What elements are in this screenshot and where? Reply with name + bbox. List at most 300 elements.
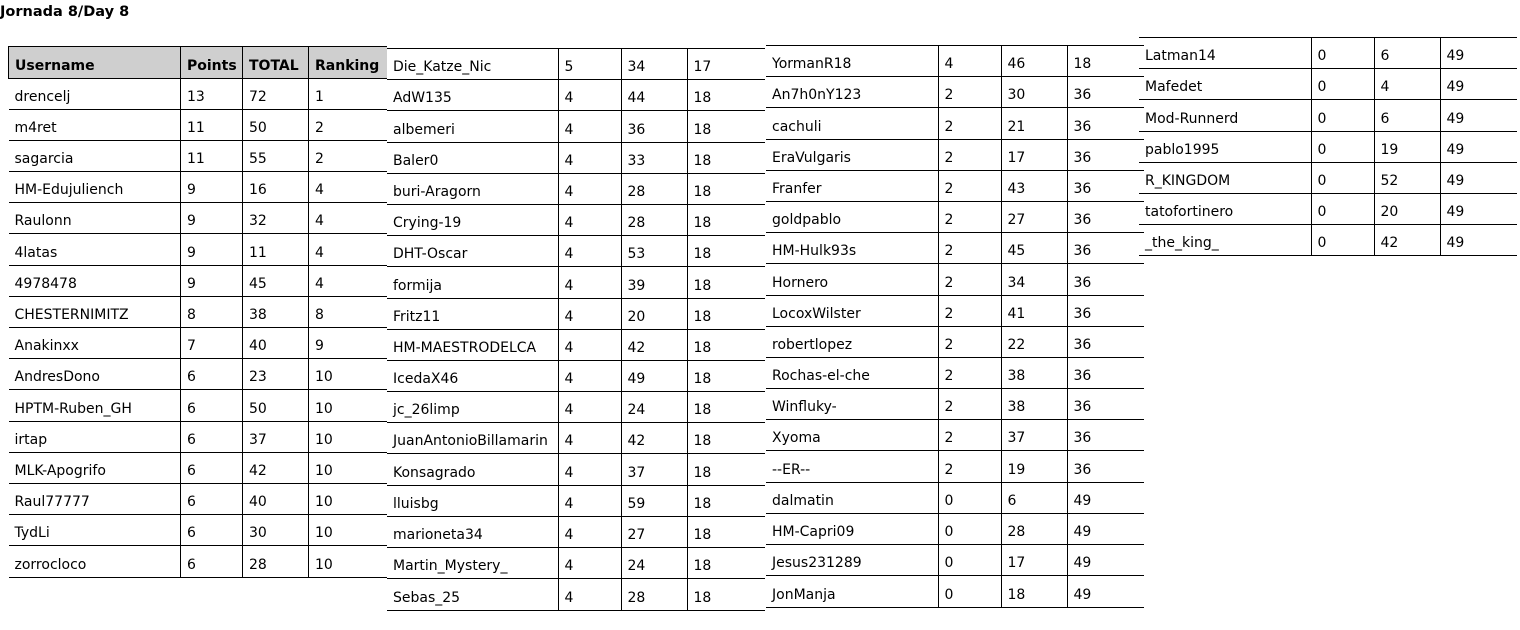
ranking-cell: 36 [1067,170,1144,201]
table-row [766,233,1144,264]
total-cell: 52 [1374,162,1440,193]
username-cell: Mod-Runnerd [1139,100,1311,131]
table-row [387,267,765,298]
table-row [766,420,1144,451]
points-cell: 2 [938,420,1001,451]
ranking-cell: 10 [309,452,387,483]
table-row [1139,162,1517,193]
total-cell: 45 [1001,233,1067,264]
total-cell: 27 [621,516,687,547]
total-cell: 24 [621,392,687,423]
table-row [9,265,387,296]
ranking-cell: 36 [1067,389,1144,420]
table-row [387,360,765,391]
username-cell: 4978478 [9,265,181,296]
username-cell: buri-Aragorn [387,173,558,204]
total-cell: 23 [243,359,309,390]
ranking-cell: 4 [309,203,387,234]
total-cell: 32 [243,203,309,234]
table-row [387,142,765,173]
points-cell: 4 [558,80,621,111]
ranking-table-part-2 [387,48,765,611]
username-cell: goldpablo [766,201,938,232]
username-cell: Raulonn [9,203,181,234]
username-cell: JonManja [766,576,938,608]
table-row [766,389,1144,420]
table-row [9,328,387,359]
username-cell: Baler0 [387,142,558,173]
username-cell: Raul77777 [9,483,181,514]
ranking-cell: 4 [309,172,387,203]
points-cell: 4 [558,236,621,267]
ranking-cell: 49 [1067,513,1144,544]
total-cell: 28 [243,546,309,578]
points-cell: 4 [558,423,621,454]
ranking-cell: 18 [687,329,765,360]
points-cell: 2 [938,170,1001,201]
ranking-cell: 36 [1067,326,1144,357]
points-cell: 2 [938,389,1001,420]
ranking-table-part-4 [1139,37,1517,256]
points-cell: 0 [938,513,1001,544]
points-cell: 6 [181,546,243,578]
username-cell: irtap [9,421,181,452]
ranking-table-part-1 [8,46,387,578]
points-cell: 4 [558,173,621,204]
username-cell: drencelj [9,78,181,109]
points-cell: 0 [938,482,1001,513]
points-cell: 4 [558,516,621,547]
username-cell: HM-Hulk93s [766,233,938,264]
table-row [9,203,387,234]
total-cell: 42 [1374,225,1440,256]
username-cell: Franfer [766,170,938,201]
ranking-cell: 36 [1067,295,1144,326]
points-cell: 4 [558,142,621,173]
ranking-cell: 10 [309,421,387,452]
username-cell: tatofortinero [1139,193,1311,224]
username-cell: lluisbg [387,485,558,516]
points-cell: 11 [181,109,243,140]
table-row [387,423,765,454]
table-row [387,579,765,611]
ranking-cell: 18 [687,298,765,329]
points-cell: 13 [181,78,243,109]
points-cell: 0 [1311,69,1374,100]
ranking-cell: 18 [687,392,765,423]
points-cell: 6 [181,359,243,390]
total-cell: 38 [1001,357,1067,388]
table-row [766,77,1144,108]
points-cell: 4 [558,485,621,516]
total-cell: 18 [1001,576,1067,608]
total-cell: 42 [621,329,687,360]
table-row [9,452,387,483]
username-cell: Mafedet [1139,69,1311,100]
total-cell: 40 [243,483,309,514]
username-cell: Anakinxx [9,328,181,359]
username-cell: LocoxWilster [766,295,938,326]
ranking-cell: 49 [1440,225,1517,256]
table-row [1139,225,1517,256]
total-cell: 39 [621,267,687,298]
points-cell: 4 [558,298,621,329]
total-cell: 50 [243,109,309,140]
points-cell: 5 [558,49,621,80]
username-cell: Sebas_25 [387,579,558,611]
total-cell: 28 [621,204,687,235]
table-row [9,390,387,421]
table-row [387,485,765,516]
username-cell: HM-MAESTRODELCA [387,329,558,360]
ranking-cell: 10 [309,359,387,390]
total-cell: 24 [621,548,687,579]
ranking-cell: 36 [1067,201,1144,232]
points-cell: 2 [938,264,1001,295]
table-row [9,296,387,327]
total-cell: 38 [243,296,309,327]
total-cell: 20 [1374,193,1440,224]
table-row [9,234,387,265]
total-cell: 19 [1001,451,1067,482]
ranking-cell: 9 [309,328,387,359]
total-cell: 4 [1374,69,1440,100]
total-cell: 33 [621,142,687,173]
table-row [387,516,765,547]
points-cell: 9 [181,203,243,234]
username-cell: dalmatin [766,482,938,513]
table-row [387,236,765,267]
username-cell: robertlopez [766,326,938,357]
points-cell: 4 [938,46,1001,77]
points-cell: 2 [938,326,1001,357]
table-row [9,172,387,203]
ranking-cell: 49 [1067,482,1144,513]
total-cell: 16 [243,172,309,203]
ranking-cell: 2 [309,140,387,171]
points-cell: 8 [181,296,243,327]
total-cell: 21 [1001,108,1067,139]
ranking-cell: 36 [1067,264,1144,295]
table-row [766,451,1144,482]
username-cell: pablo1995 [1139,131,1311,162]
ranking-cell: 18 [687,454,765,485]
points-cell: 6 [181,452,243,483]
points-cell: 4 [558,267,621,298]
ranking-cell: 36 [1067,108,1144,139]
ranking-cell: 49 [1067,545,1144,576]
username-cell: HM-Capri09 [766,513,938,544]
total-cell: 59 [621,485,687,516]
ranking-cell: 36 [1067,77,1144,108]
total-cell: 27 [1001,201,1067,232]
total-cell: 11 [243,234,309,265]
total-cell: 28 [621,173,687,204]
username-cell: Jesus231289 [766,545,938,576]
ranking-cell: 18 [687,579,765,611]
username-cell: 4latas [9,234,181,265]
table-row [766,295,1144,326]
ranking-cell: 18 [687,360,765,391]
points-cell: 9 [181,172,243,203]
table-row [9,546,387,578]
table-row [1139,131,1517,162]
username-cell: formija [387,267,558,298]
table-row [1139,38,1517,69]
table-row [387,49,765,80]
total-cell: 42 [621,423,687,454]
username-cell: --ER-- [766,451,938,482]
page-title: Jornada 8/Day 8 [0,4,130,20]
username-cell: Konsagrado [387,454,558,485]
total-cell: 45 [243,265,309,296]
ranking-cell: 18 [1067,46,1144,77]
table-row [9,421,387,452]
points-cell: 0 [1311,162,1374,193]
ranking-cell: 18 [687,142,765,173]
username-cell: MLK-Apogrifo [9,452,181,483]
points-cell: 6 [181,483,243,514]
points-cell: 0 [1311,193,1374,224]
username-cell: _the_king_ [1139,225,1311,256]
total-cell: 40 [243,328,309,359]
username-cell: Latman14 [1139,38,1311,69]
total-cell: 22 [1001,326,1067,357]
table-row [387,298,765,329]
points-cell: 4 [558,548,621,579]
table-row [766,170,1144,201]
table-row [387,454,765,485]
table-row [766,264,1144,295]
username-cell: zorrocloco [9,546,181,578]
total-cell: 37 [621,454,687,485]
points-cell: 7 [181,328,243,359]
total-cell: 50 [243,390,309,421]
total-cell: 55 [243,140,309,171]
table-row [766,139,1144,170]
total-cell: 43 [1001,170,1067,201]
total-cell: 20 [621,298,687,329]
total-cell: 19 [1374,131,1440,162]
points-cell: 2 [938,139,1001,170]
ranking-cell: 10 [309,483,387,514]
table-row [9,78,387,109]
header-total: TOTAL [243,47,309,79]
table-row [387,173,765,204]
table-row [766,108,1144,139]
points-cell: 4 [558,360,621,391]
username-cell: Rochas-el-che [766,357,938,388]
points-cell: 4 [558,392,621,423]
username-cell: R_KINGDOM [1139,162,1311,193]
ranking-cell: 8 [309,296,387,327]
total-cell: 17 [1001,545,1067,576]
username-cell: albemeri [387,111,558,142]
header-points: Points [181,47,243,79]
username-cell: EraVulgaris [766,139,938,170]
table-row [9,109,387,140]
table-row [766,482,1144,513]
total-cell: 42 [243,452,309,483]
total-cell: 72 [243,78,309,109]
username-cell: marioneta34 [387,516,558,547]
total-cell: 53 [621,236,687,267]
total-cell: 34 [621,49,687,80]
ranking-cell: 18 [687,423,765,454]
username-cell: TydLi [9,515,181,546]
ranking-cell: 18 [687,173,765,204]
username-cell: JuanAntonioBillamarin [387,423,558,454]
ranking-cell: 18 [687,548,765,579]
username-cell: CHESTERNIMITZ [9,296,181,327]
table-row [766,46,1144,77]
username-cell: m4ret [9,109,181,140]
header-row [9,47,387,79]
total-cell: 6 [1001,482,1067,513]
ranking-cell: 17 [687,49,765,80]
ranking-cell: 18 [687,80,765,111]
points-cell: 2 [938,357,1001,388]
username-cell: HPTM-Ruben_GH [9,390,181,421]
points-cell: 2 [938,77,1001,108]
total-cell: 38 [1001,389,1067,420]
table-row [387,392,765,423]
points-cell: 6 [181,515,243,546]
table-row [1139,69,1517,100]
total-cell: 17 [1001,139,1067,170]
ranking-cell: 4 [309,234,387,265]
ranking-cell: 4 [309,265,387,296]
total-cell: 30 [243,515,309,546]
table-row [766,545,1144,576]
points-cell: 4 [558,204,621,235]
ranking-cell: 18 [687,204,765,235]
ranking-cell: 36 [1067,357,1144,388]
points-cell: 0 [1311,225,1374,256]
username-cell: jc_26limp [387,392,558,423]
points-cell: 4 [558,454,621,485]
ranking-cell: 36 [1067,233,1144,264]
total-cell: 30 [1001,77,1067,108]
table-row [387,204,765,235]
total-cell: 28 [621,579,687,611]
ranking-cell: 36 [1067,451,1144,482]
username-cell: YormanR18 [766,46,938,77]
points-cell: 0 [1311,100,1374,131]
username-cell: Martin_Mystery_ [387,548,558,579]
table-row [9,483,387,514]
table-row [766,513,1144,544]
table-row [1139,193,1517,224]
ranking-cell: 49 [1440,162,1517,193]
ranking-cell: 18 [687,111,765,142]
ranking-cell: 18 [687,485,765,516]
username-cell: sagarcia [9,140,181,171]
username-cell: An7h0nY123 [766,77,938,108]
ranking-cell: 49 [1440,100,1517,131]
username-cell: IcedaX46 [387,360,558,391]
points-cell: 2 [938,451,1001,482]
ranking-table-part-3 [766,45,1144,608]
points-cell: 4 [558,329,621,360]
points-cell: 9 [181,265,243,296]
total-cell: 49 [621,360,687,391]
username-cell: Die_Katze_Nic [387,49,558,80]
points-cell: 9 [181,234,243,265]
ranking-cell: 10 [309,390,387,421]
total-cell: 44 [621,80,687,111]
table-row [387,329,765,360]
table-row [9,359,387,390]
points-cell: 2 [938,201,1001,232]
ranking-cell: 49 [1440,193,1517,224]
table-row [766,326,1144,357]
username-cell: Xyoma [766,420,938,451]
ranking-cell: 10 [309,546,387,578]
total-cell: 6 [1374,38,1440,69]
total-cell: 36 [621,111,687,142]
header-ranking: Ranking [309,47,387,79]
total-cell: 46 [1001,46,1067,77]
total-cell: 41 [1001,295,1067,326]
username-cell: AndresDono [9,359,181,390]
points-cell: 4 [558,111,621,142]
ranking-cell: 18 [687,267,765,298]
table-row [9,140,387,171]
table-row [766,576,1144,608]
table-row [387,111,765,142]
points-cell: 2 [938,108,1001,139]
username-cell: Crying-19 [387,204,558,235]
ranking-cell: 49 [1440,131,1517,162]
username-cell: DHT-Oscar [387,236,558,267]
username-cell: Hornero [766,264,938,295]
header-username: Username [9,47,181,79]
username-cell: cachuli [766,108,938,139]
total-cell: 37 [243,421,309,452]
points-cell: 6 [181,390,243,421]
table-row [387,548,765,579]
table-row [1139,100,1517,131]
table-row [9,515,387,546]
username-cell: HM-Edujuliench [9,172,181,203]
points-cell: 0 [1311,131,1374,162]
username-cell: AdW135 [387,80,558,111]
ranking-cell: 36 [1067,420,1144,451]
total-cell: 37 [1001,420,1067,451]
ranking-cell: 18 [687,516,765,547]
ranking-cell: 49 [1440,38,1517,69]
points-cell: 4 [558,579,621,611]
points-cell: 0 [1311,38,1374,69]
table-row [766,357,1144,388]
total-cell: 34 [1001,264,1067,295]
username-cell: Winfluky- [766,389,938,420]
points-cell: 2 [938,295,1001,326]
ranking-cell: 10 [309,515,387,546]
points-cell: 0 [938,545,1001,576]
points-cell: 0 [938,576,1001,608]
table-row [387,80,765,111]
points-cell: 6 [181,421,243,452]
points-cell: 11 [181,140,243,171]
ranking-cell: 18 [687,236,765,267]
ranking-cell: 1 [309,78,387,109]
ranking-cell: 49 [1440,69,1517,100]
total-cell: 6 [1374,100,1440,131]
table-row [766,201,1144,232]
total-cell: 28 [1001,513,1067,544]
